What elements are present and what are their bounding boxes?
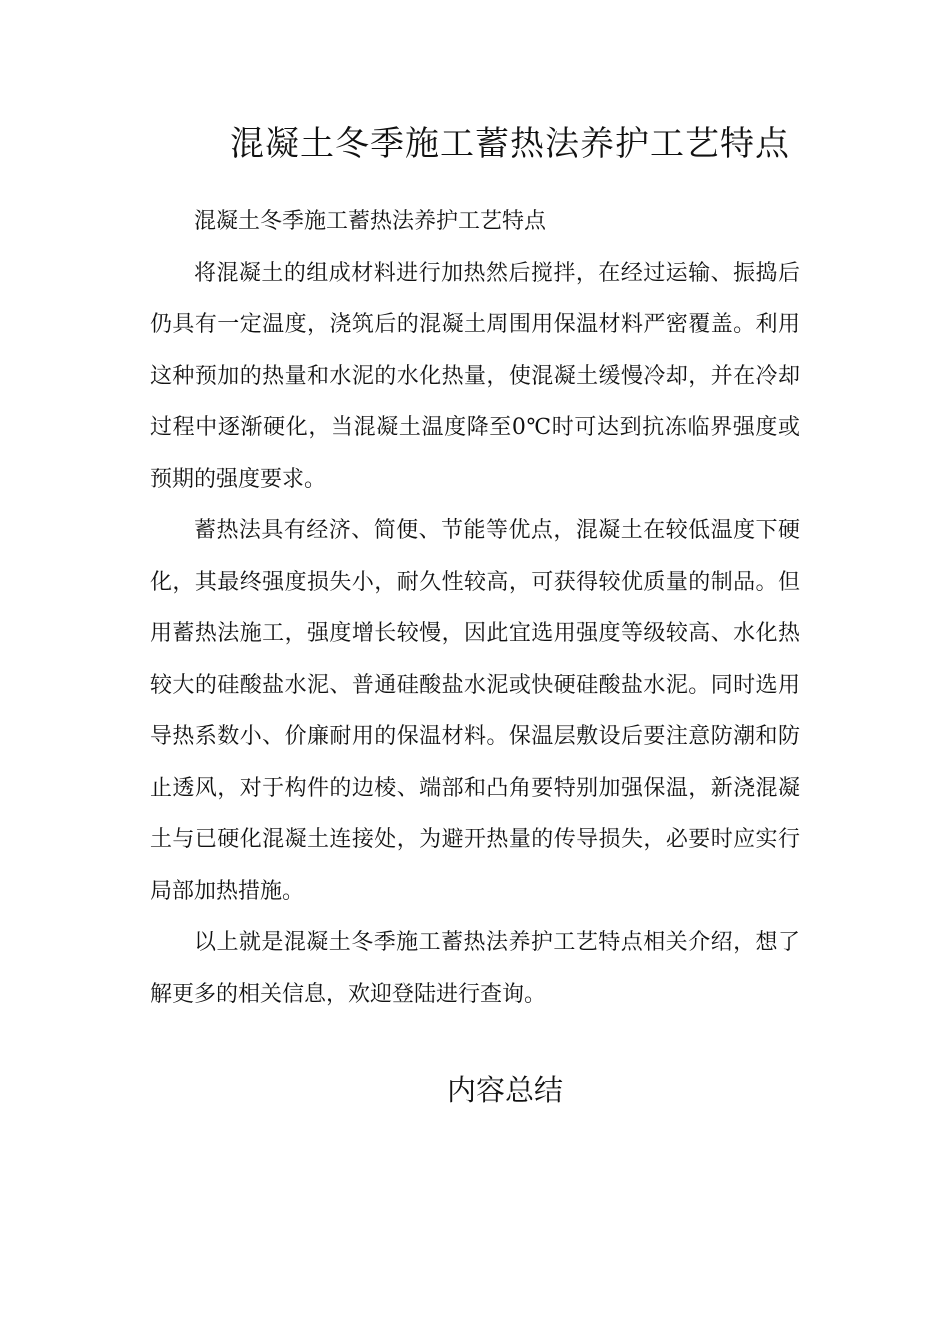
body-paragraph: 将混凝土的组成材料进行加热然后搅拌，在经过运输、振捣后仍具有一定温度，浇筑后的混凝土周围用保温材料严密覆盖。利用这种预加的热量和水泥的水化热量，使混凝土缓慢冷却，并在冷却过程中逐渐硬化，当混凝土温度降至0℃时可达到抗冻临界强度或预期的强度要求。 (150, 260, 800, 492)
summary-heading: 内容总结 (446, 1073, 563, 1107)
subtitle-paragraph: 混凝土冬季施工蓄热法养护工艺特点 (194, 209, 547, 234)
document-title: 混凝土冬季施工蓄热法养护工艺特点 (230, 124, 790, 164)
body-paragraph: 蓄热法具有经济、简便、节能等优点，混凝土在较低温度下硬化，其最终强度损失小，耐久性较高，可获得较优质量的制品。但用蓄热法施工，强度增长较慢，因此宜选用强度等级较高、水化热较大的硅酸盐水泥、普通硅酸盐水泥或快硬硅酸盐水泥。同时选用导热系数小、价廉耐用的保温材料。保温层敷设后要注意防潮和防止透风，对于构件的边棱、端部和凸角要特别加强保温，新浇混凝土与已硬化混凝土连接处，为避开热量的传导损失，必要时应实行局部加热措施。 (150, 518, 800, 904)
body-paragraph: 以上就是混凝土冬季施工蓄热法养护工艺特点相关介绍，想了解更多的相关信息，欢迎登陆进行查询。 (150, 930, 800, 1007)
document-body (150, 196, 800, 1020)
